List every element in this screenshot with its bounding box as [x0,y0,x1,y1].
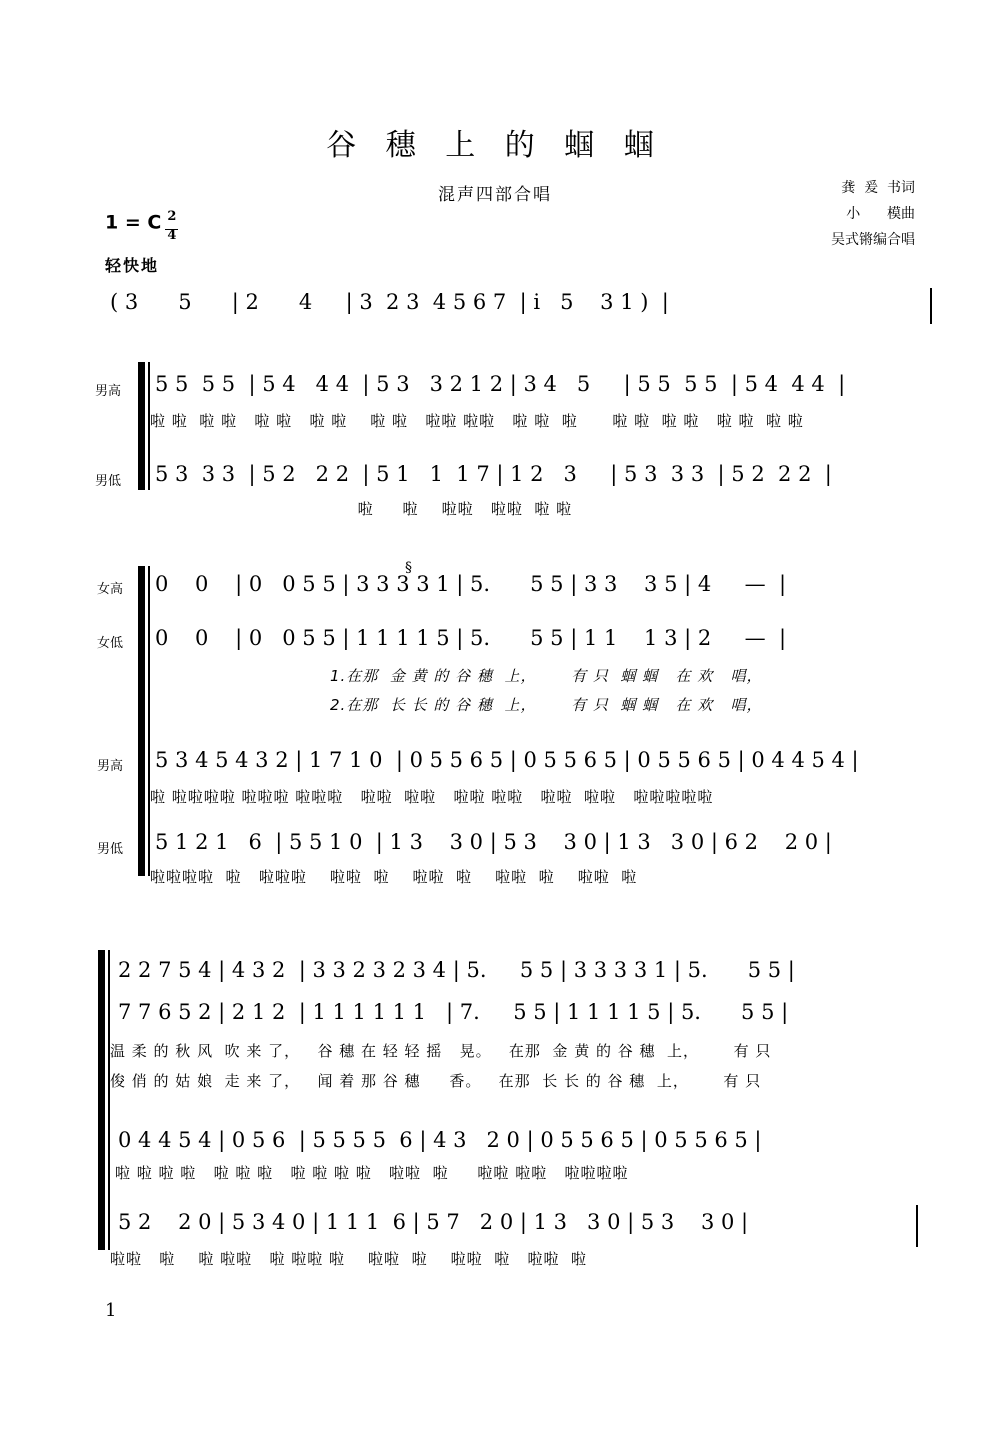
staff-lyrics-bass-1: 啦 啦 啦啦 啦啦 啦 啦 [150,500,573,518]
verse-line-4: 俊 俏 的 姑 娘 走 来 了， 闻 着 那 谷 穗 香。 在那 长 长 的 谷 穗 上， 有 只 [110,1072,762,1090]
staff-notes-bass-3: 5 2 2 0 | 5 3 4 0 | 1 1 1 6 | 5 7 2 0 | 1 3 3 0 | 5 3 3 0 | [118,1210,749,1234]
barline [930,288,932,324]
key-label: 1 = C [105,211,162,234]
credit-arranger: 吴式锵编合唱 [831,232,915,248]
staff-notes-tenor-3: 0 4 4 5 4 | 0 5 6 | 5 5 5 5 6 | 4 3 2 0 | 0 5 5 6 5 | 0 5 5 6 5 | [118,1128,762,1152]
voice-label-soprano-2: 女高 [97,582,124,597]
verse-line-1: 1.在那 金 黄 的 谷 穗 上， 有 只 蝈 蝈 在 欢 唱， [330,667,763,685]
system-3-brace-thin [108,950,110,1250]
system-3-brace [98,950,105,1250]
segno-mark: § [405,560,412,576]
voice-label-tenor-2: 男高 [97,759,124,774]
staff-notes-soprano-2: 0 0 | 0 0 5 5 | 3 3 3 3 1 | 5. 5 5 | 3 3 3 5 | 4 — | [155,572,787,596]
credit-composer: 小 模曲 [846,206,915,222]
staff-notes-upper-3: 2 2 7 5 4 | 4 3 2 | 3 3 2 3 2 3 4 | 5. 5 5 | 3 3 3 3 1 | 5. 5 5 | [118,958,795,982]
voice-label-tenor-1: 男高 [95,384,122,399]
system-2-brace-thin [148,566,150,876]
voice-label-alto-2: 女低 [97,636,124,651]
staff-lyrics-tenor-2: 啦 啦啦啦啦 啦啦啦 啦啦啦 啦啦 啦啦 啦啦 啦啦 啦啦 啦啦 啦啦啦啦啦 [150,788,714,806]
staff-notes-bass-2: 5 1 2 1 6 | 5 5 1 0 | 1 3 3 0 | 5 3 3 0 | 1 3 3 0 | 6 2 2 0 | [155,830,832,854]
staff-notes-bass-1: 5 3 3 3 | 5 2 2 2 | 5 1 1 1 7 | 1 2 3 | 5 3 3 3 | 5 2 2 2 | [155,462,832,486]
system-2-brace [138,566,145,876]
staff-notes-tenor-2: 5 3 4 5 4 3 2 | 1 7 1 0 | 0 5 5 6 5 | 0 5 5 6 5 | 0 5 5 6 5 | 0 4 4 5 4 | [155,748,859,772]
staff-lyrics-bass-2: 啦啦啦啦 啦 啦啦啦 啦啦 啦 啦啦 啦 啦啦 啦 啦啦 啦 [150,868,638,886]
subtitle: 混声四部合唱 [438,185,552,205]
system-1-brace [138,362,145,490]
staff-notes-lower-3: 7 7 6 5 2 | 2 1 2 | 1 1 1 1 1 1 | 7. 5 5 | 1 1 1 1 5 | 5. 5 5 | [118,1000,789,1024]
barline-final [916,1205,918,1247]
intro-line: ( 3 5 | 2 4 | 3 2 3 4 5 6 7 | i 5 3 1 ) | [110,290,669,314]
key-signature [105,205,178,241]
voice-label-bass-2: 男低 [97,842,124,857]
verse-line-3: 温 柔 的 秋 风 吹 来 了， 谷 穗 在 轻 轻 摇 晃。 在那 金 黄 的 谷 穗 上， 有 只 [110,1042,772,1060]
staff-lyrics-tenor-3: 啦 啦 啦 啦 啦 啦 啦 啦 啦 啦 啦 啦啦 啦 啦啦 啦啦 啦啦啦啦 [115,1164,629,1182]
credits [831,175,915,253]
credit-lyricist: 龚 爰 书词 [841,180,915,196]
time-signature [165,205,178,241]
meter-denominator: 4 [167,228,177,243]
voice-label-bass-1: 男低 [95,474,122,489]
page-title: 谷 穗 上 的 蝈 蝈 [326,128,664,163]
staff-notes-tenor-1: 5 5 5 5 | 5 4 4 4 | 5 3 3 2 1 2 | 3 4 5 | 5 5 5 5 | 5 4 4 4 | [155,372,846,396]
tempo-marking: 轻快地 [105,256,160,275]
page-number: 1 [105,1300,117,1321]
staff-lyrics-bass-3: 啦啦 啦 啦 啦啦 啦 啦啦 啦 啦啦 啦 啦啦 啦 啦啦 啦 [110,1250,588,1268]
staff-notes-alto-2: 0 0 | 0 0 5 5 | 1 1 1 1 5 | 5. 5 5 | 1 1 1 3 | 2 — | [155,626,787,650]
staff-lyrics-tenor-1: 啦 啦 啦 啦 啦 啦 啦 啦 啦 啦 啦啦 啦啦 啦 啦 啦 啦 啦 啦 啦 啦 啦 啦 啦 [150,412,804,430]
meter-numerator: 2 [165,205,178,230]
verse-line-2: 2.在那 长 长 的 谷 穗 上， 有 只 蝈 蝈 在 欢 唱， [330,696,763,714]
